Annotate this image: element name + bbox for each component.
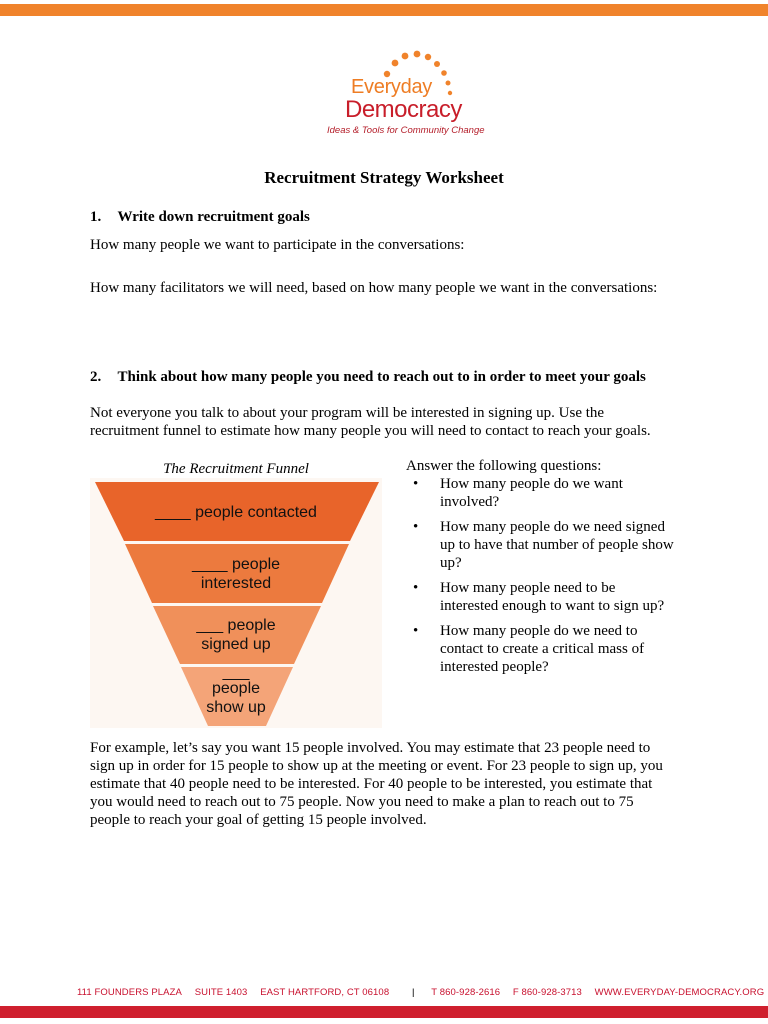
funnel-label-interested (160, 555, 312, 593)
question-3-line-2: interested enough to want to sign up? (440, 598, 665, 614)
question-1-line-2: involved? (440, 494, 500, 510)
funnel-label-show-up-line-2: people (211, 680, 261, 697)
example-line-3: estimate that 40 people need to be interested. For 40 people to be interested, you estimate that (90, 776, 653, 792)
question-4-line-1: How many people do we need to (440, 623, 638, 639)
question-2-line-1: How many people do we need signed (440, 519, 665, 535)
questions-block (406, 458, 696, 683)
section-2-number: 2. (90, 369, 102, 385)
funnel-label-show-up (196, 664, 276, 717)
list-item (406, 518, 696, 572)
bullet-icon: • (413, 519, 419, 535)
facilitators-question: How many facilitators we will need, based on how many people we want in the conversations: (90, 280, 658, 296)
section-1-heading (90, 209, 310, 226)
example-line-5: people to reach your goal of getting 15 people involved. (90, 812, 427, 828)
logo-democracy-text: Democracy (345, 96, 462, 123)
question-3-line-1: How many people need to be (440, 580, 616, 596)
funnel-label-interested-line-2: interested (200, 575, 272, 592)
list-item (406, 579, 696, 615)
everyday-democracy-logo (325, 46, 495, 138)
question-4-line-2: contact to create a critical mass of (440, 641, 645, 657)
section-2-heading-text: Think about how many people you need to reach out to in order to meet your goals (117, 369, 646, 385)
funnel-label-interested-line-1: ____ people (191, 556, 281, 573)
top-accent-bar (0, 4, 768, 16)
funnel-label-signed-up (180, 616, 292, 654)
funnel-label-show-up-line-3: show up (206, 699, 266, 716)
section-1-heading-text: Write down recruitment goals (117, 209, 310, 225)
question-2-line-2: up to have that number of people show (440, 537, 674, 553)
bullet-icon: • (413, 623, 419, 639)
questions-list (406, 475, 696, 676)
funnel-label-show-up-line-1: ___ (222, 664, 250, 681)
bullet-icon: • (413, 476, 419, 492)
footer-fax: F 860-928-3713 (512, 987, 582, 998)
funnel-label-contacted: ____ people contacted (155, 504, 317, 521)
example-line-4: you would need to reach out to 75 people. Now you need to make a plan to reach out to 75 (90, 794, 634, 810)
footer-separator: | (411, 987, 415, 998)
question-2-line-3: up? (440, 555, 462, 571)
funnel-label-signed-up-line-2: signed up (201, 636, 271, 653)
bottom-accent-bar (0, 1006, 768, 1018)
footer-city: EAST HARTFORD, CT 06108 (260, 987, 390, 998)
footer-suite: SUITE 1403 (194, 987, 248, 998)
footer-phone: T 860-928-2616 (431, 987, 501, 998)
example-line-2: sign up in order for 15 people to show up at the meeting or event. For 23 people to sign up, you (90, 758, 663, 774)
footer-address: 111 FOUNDERS PLAZA (77, 987, 182, 998)
section-2-heading (90, 369, 646, 386)
section-1-number: 1. (90, 209, 102, 225)
page-title: Recruitment Strategy Worksheet (264, 168, 504, 187)
question-4-line-3: interested people? (440, 659, 549, 675)
example-paragraph (90, 739, 663, 829)
footer-website: WWW.EVERYDAY-DEMOCRACY.ORG (594, 987, 765, 998)
question-1-line-1: How many people do we want (440, 476, 623, 492)
section-2-intro-line-2: recruitment funnel to estimate how many people you will need to contact to reach your goals. (90, 423, 651, 439)
participants-question: How many people we want to participate in the conversations: (90, 237, 465, 253)
list-item (406, 475, 696, 511)
logo-tagline: Ideas & Tools for Community Change (327, 125, 485, 136)
logo-everyday-text: Everyday (351, 76, 432, 98)
questions-intro: Answer the following questions: (406, 458, 602, 474)
section-2-intro-line-1: Not everyone you talk to about your program will be interested in signing up. Use the (90, 405, 605, 421)
bullet-icon: • (413, 580, 419, 596)
recruitment-funnel (90, 478, 382, 728)
funnel-caption: The Recruitment Funnel (163, 461, 309, 477)
example-line-1: For example, let’s say you want 15 people involved. You may estimate that 23 people need to (90, 740, 651, 756)
footer-contact (77, 987, 768, 998)
funnel-label-signed-up-line-1: ___ people (196, 617, 276, 634)
list-item (406, 622, 696, 676)
